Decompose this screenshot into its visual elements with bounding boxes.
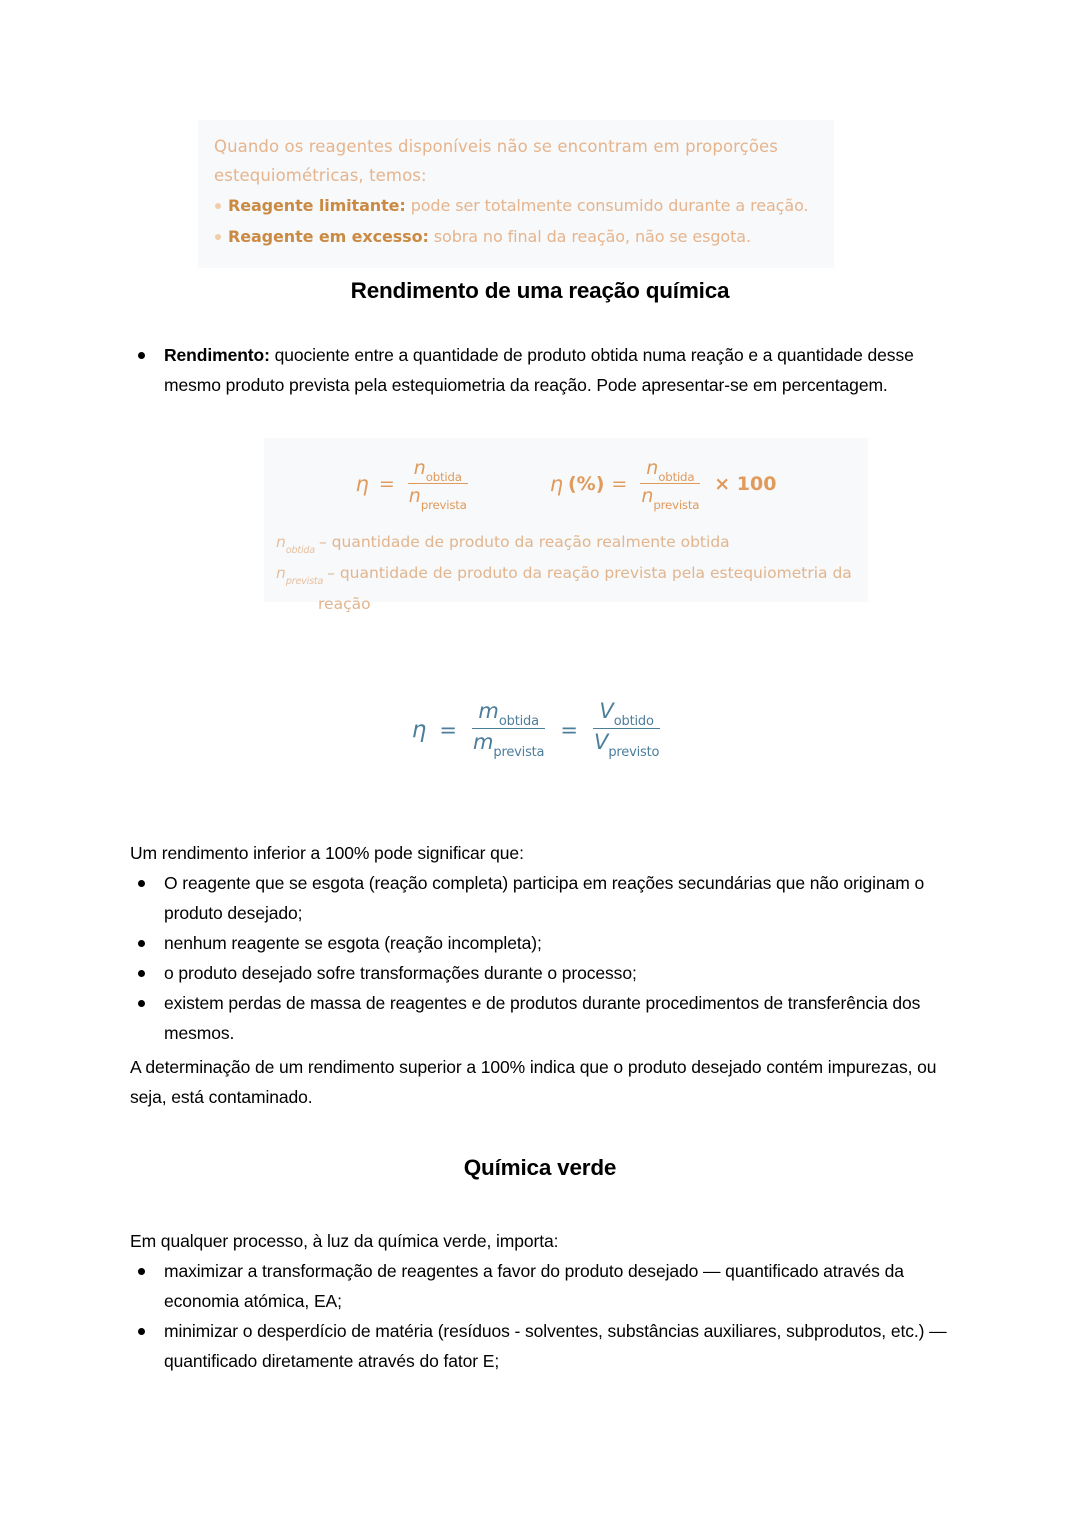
page-title-quimica-verde: Química verde <box>463 1155 617 1180</box>
list-item <box>130 988 960 1048</box>
numerator-subscript: obtido <box>613 714 654 730</box>
legend-symbol-letter: n <box>276 564 286 583</box>
bullet-dot-icon <box>138 1000 145 1007</box>
page-title-rendimento: Rendimento de uma reação química <box>350 278 730 303</box>
quimica-verde-lead: Em qualquer processo, à luz da química verde, importa: <box>130 1231 559 1251</box>
list-item <box>130 958 960 988</box>
denominator-symbol: m <box>472 730 494 755</box>
quimica-verde-list <box>130 1256 960 1376</box>
formula-eta-equals-m-over-m-equals-v-over-v <box>412 700 668 759</box>
bullet-dot-icon <box>138 880 145 887</box>
bullet-dot-icon <box>138 1328 145 1335</box>
fraction <box>403 457 473 510</box>
denominator-symbol: n <box>641 484 654 507</box>
legend-row-n-prevista <box>276 561 860 592</box>
list-item-text: o produto desejado sofre transformações durante o processo; <box>164 963 637 983</box>
numerator-symbol: V <box>599 699 614 723</box>
fraction-denominator <box>635 484 705 510</box>
reagent-limitante-item <box>214 190 818 221</box>
mass-volume-yield-formula-image <box>0 700 1080 759</box>
percent-label: (%) <box>568 473 605 496</box>
list-item <box>130 928 960 958</box>
reagent-limitante-definition: pode ser totalmente consumido durante a reação. <box>405 196 809 215</box>
rendimento-inferior-list <box>130 868 960 1048</box>
yield-formula-image <box>264 438 868 614</box>
bullet-dot-icon <box>138 352 145 359</box>
list-item-text: maximizar a transformação de reagentes a favor do produto desejado — quantificado através da economia atómica, EA; <box>164 1261 904 1311</box>
fraction-numerator <box>472 699 544 729</box>
list-item-text: nenhum reagente se esgota (reação incompleta); <box>164 933 542 953</box>
legend-symbol-subscript: prevista <box>285 576 324 588</box>
fraction-numerator <box>408 457 468 484</box>
formula-eta-percent-equals-n-obtida-over-n-prevista-times-100 <box>550 458 777 511</box>
list-item-text: minimizar o desperdício de matéria (resíduos - solventes, substâncias auxiliares, subprodutos, etc.) — quantificado diretamente através do fator E; <box>164 1321 947 1371</box>
bullet-dot-icon <box>215 234 221 240</box>
fraction-volume <box>588 699 665 761</box>
legend-symbol-subscript: obtida <box>285 545 315 557</box>
numerator-symbol: m <box>478 699 499 723</box>
eta-symbol: η <box>411 716 427 743</box>
fraction-numerator <box>593 699 659 729</box>
reagent-excesso-definition: sobra no final da reação, não se esgota. <box>428 227 751 246</box>
numerator-symbol: n <box>646 457 659 479</box>
reagent-excesso-item <box>214 221 818 252</box>
list-item-text: O reagente que se esgota (reação completa) participa em reações secundárias que não originam o produto desejado; <box>164 873 925 923</box>
denominator-subscript: prevista <box>420 497 467 512</box>
rendimento-definition: quociente entre a quantidade de produto obtida numa reação e a quantidade desse mesmo produto prevista pela estequiometria da reação. Pode apresentar-se em percentagem. <box>164 345 914 395</box>
list-item <box>130 340 930 400</box>
eta-symbol: η <box>549 472 563 497</box>
formula-row <box>264 458 868 511</box>
legend-text: – quantidade de produto da reação prevista pela estequiometria da <box>327 564 852 583</box>
list-item <box>130 1316 960 1376</box>
legend-symbol <box>276 561 327 592</box>
formula-legend <box>276 530 860 617</box>
multiplier-100: × 100 <box>714 473 777 496</box>
rendimento-inferior-lead: Um rendimento inferior a 100% pode significar que: <box>130 843 524 863</box>
rendimento-term: Rendimento: <box>164 345 270 365</box>
list-item <box>130 868 960 928</box>
equals-sign: = <box>439 717 457 742</box>
fraction-denominator <box>467 729 550 761</box>
rendimento-superior-paragraph: A determinação de um rendimento superior a 100% indica que o produto desejado contém impurezas, ou seja, está contaminado. <box>130 1057 937 1107</box>
equals-sign: = <box>378 473 395 496</box>
reagent-definitions-image <box>198 120 834 268</box>
reagent-limitante-term: Reagente limitante: <box>228 196 406 215</box>
list-item-text: existem perdas de massa de reagentes e de produtos durante procedimentos de transferência dos mesmos. <box>164 993 921 1043</box>
numerator-subscript: obtida <box>425 469 462 484</box>
equals-sign: = <box>611 473 628 496</box>
denominator-symbol: n <box>408 484 421 507</box>
fraction-denominator <box>403 484 473 510</box>
rendimento-definition-list <box>130 340 930 400</box>
reagent-excesso-term: Reagente em excesso: <box>228 227 429 246</box>
legend-row-n-obtida <box>276 530 860 561</box>
fraction <box>635 457 705 510</box>
reagent-definitions-lead: Quando os reagentes disponíveis não se encontram em proporções estequiométricas, temos: <box>214 137 778 185</box>
numerator-subscript: obtida <box>498 714 539 730</box>
bullet-dot-icon <box>138 1268 145 1275</box>
bullet-dot-icon <box>215 203 221 209</box>
eta-symbol: η <box>355 472 369 497</box>
denominator-subscript: prevista <box>653 497 700 512</box>
denominator-subscript: previsto <box>608 745 660 761</box>
equals-sign-2: = <box>560 717 578 742</box>
legend-continuation: reação <box>318 595 371 614</box>
denominator-subscript: prevista <box>493 745 545 761</box>
numerator-subscript: obtida <box>658 469 695 484</box>
formula-eta-equals-n-obtida-over-n-prevista <box>356 458 476 511</box>
denominator-symbol: V <box>593 730 609 755</box>
fraction-numerator <box>640 457 700 484</box>
list-item <box>130 1256 960 1316</box>
legend-symbol <box>276 530 319 561</box>
legend-symbol-letter: n <box>276 533 286 551</box>
fraction-mass <box>467 699 550 761</box>
bullet-dot-icon <box>138 970 145 977</box>
fraction-denominator <box>588 729 665 761</box>
numerator-symbol: n <box>413 457 426 479</box>
legend-text: – quantidade de produto da reação realmente obtida <box>318 533 730 551</box>
bullet-dot-icon <box>138 940 145 947</box>
